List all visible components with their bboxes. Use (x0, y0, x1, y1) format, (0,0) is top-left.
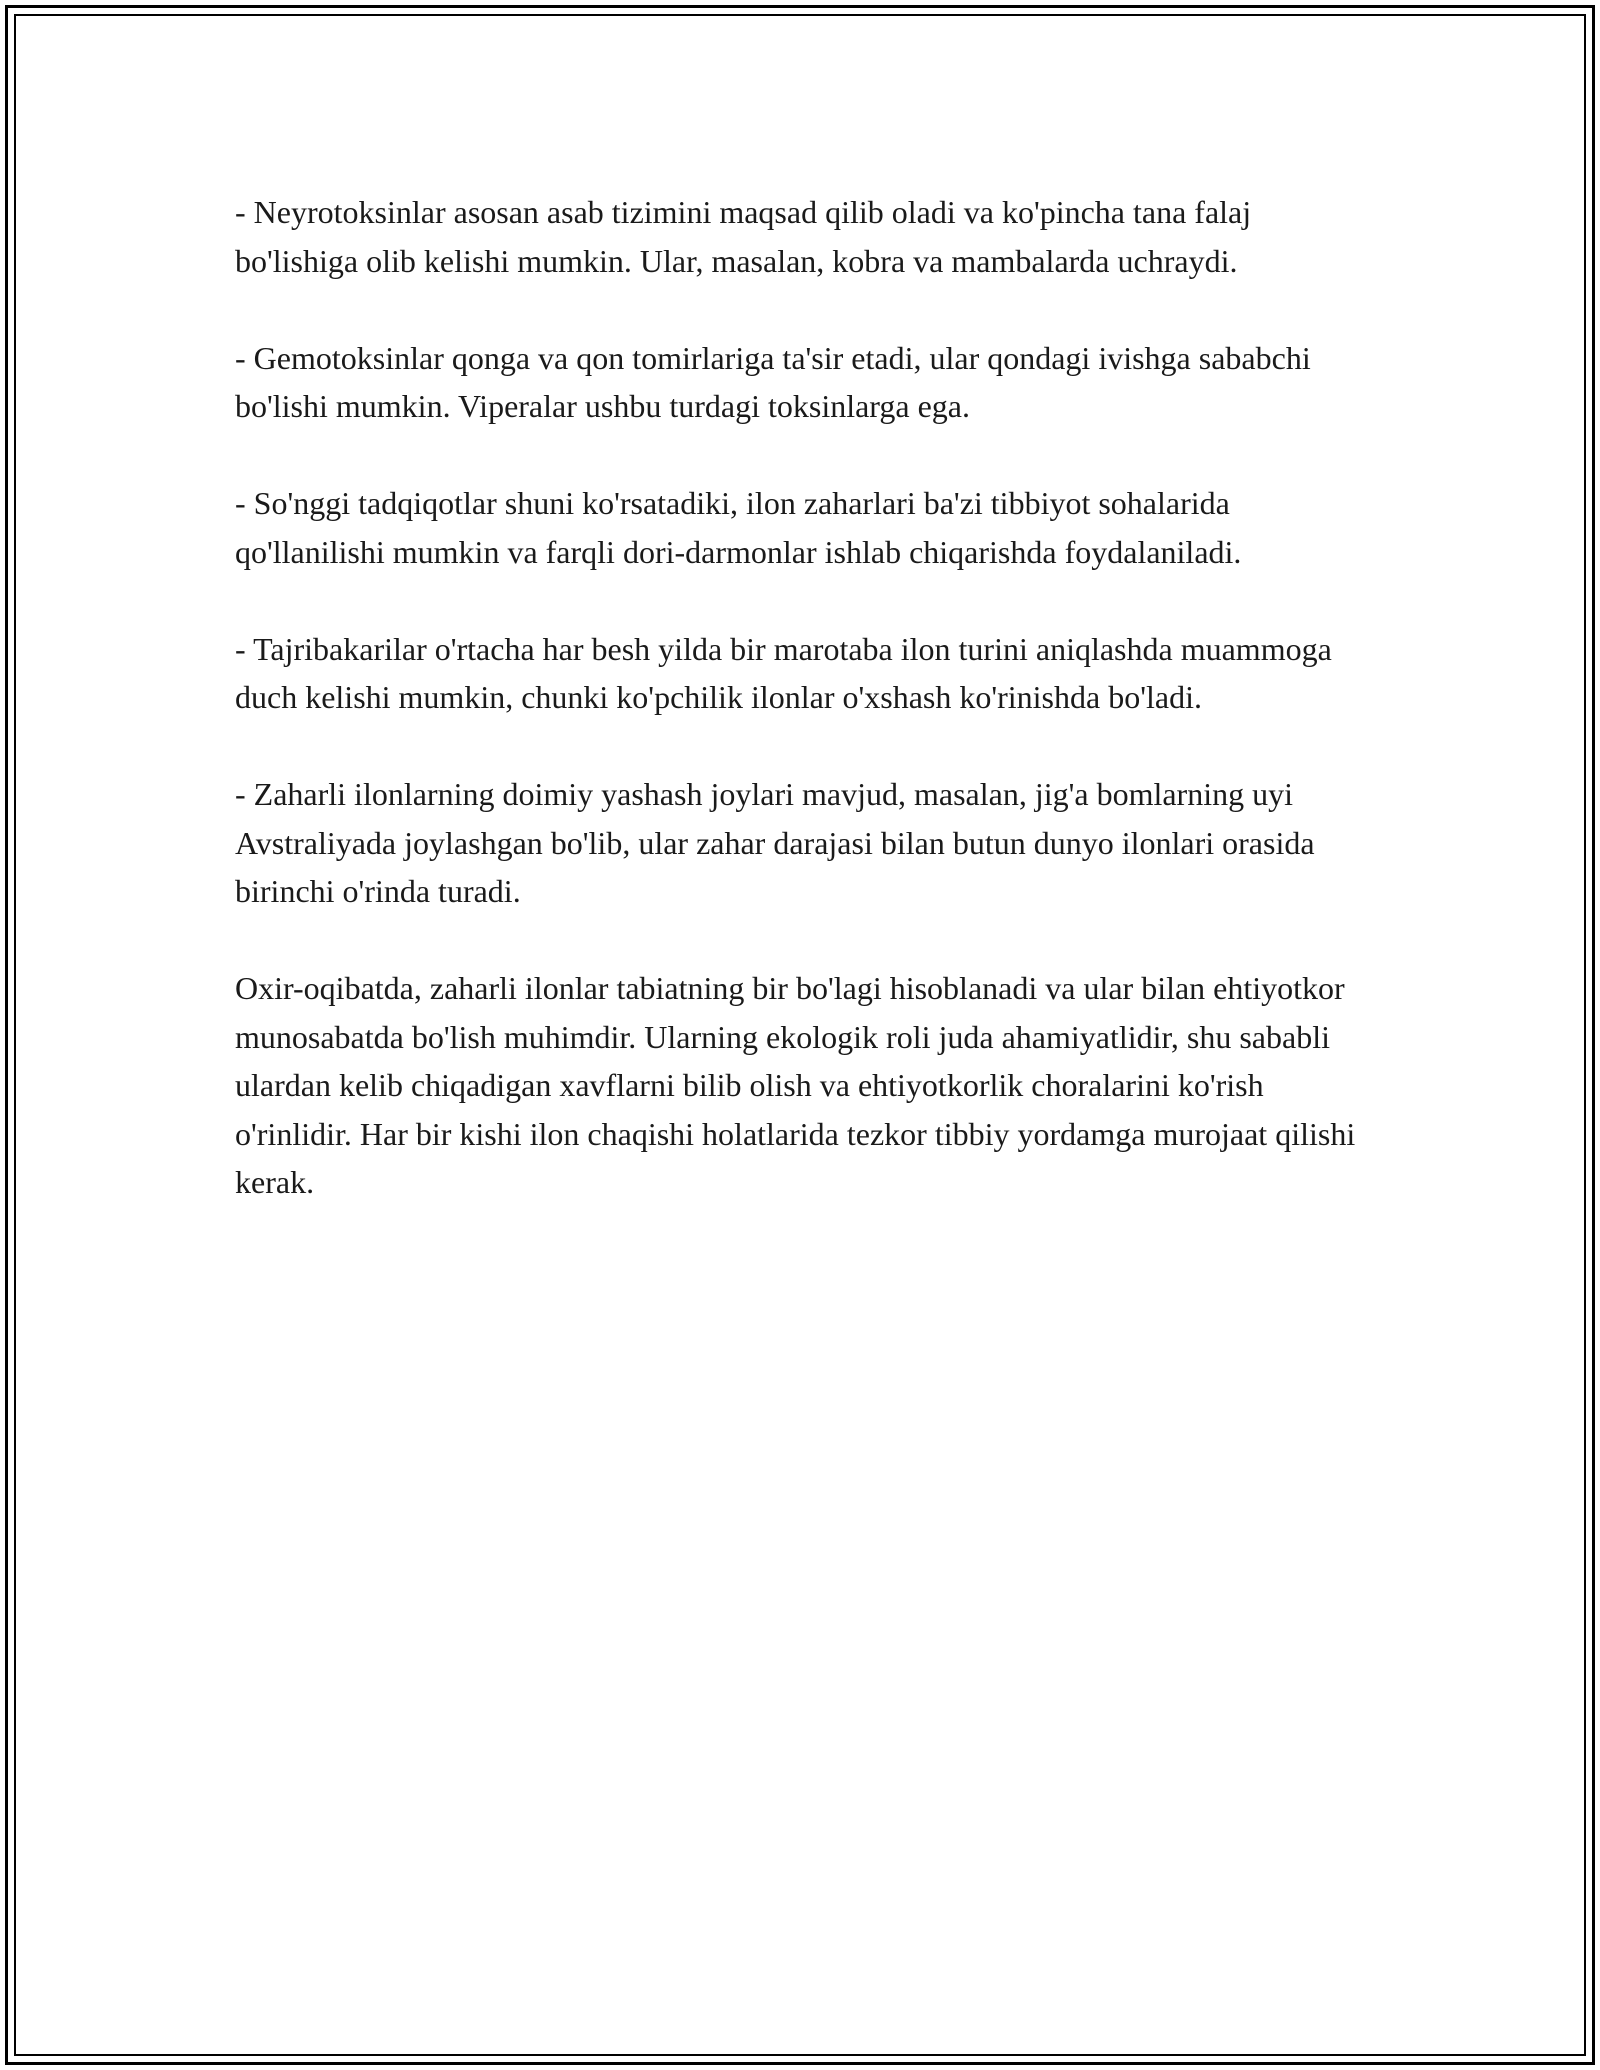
paragraph-medical-research: - So'nggi tadqiqotlar shuni ko'rsatadiki, ilon zaharlari ba'zi tibbiyot sohalarida qo'llanilishi mumkin va farqli dori-darmonlar ishlab chiqarishda foydalaniladi. (235, 485, 1242, 570)
paragraph-conclusion: Oxir-oqibatda, zaharli ilonlar tabiatning bir bo'lagi hisoblanadi va ular bilan ehtiyotkor munosabatda bo'lish muhimdir. Ularning ekologik roli juda ahamiyatlidir, shu sababli ulardan kelib chiqadigan xavflarni bilib olish va ehtiyotkorlik choralarini ko'rish o'rinlidir. Har bir kishi ilon chaqishi holatlarida tezkor tibbiy yordamga murojaat qilishi kerak. (235, 970, 1356, 1200)
paragraph-identification: - Tajribakarilar o'rtacha har besh yilda bir marotaba ilon turini aniqlashda muammoga duch kelishi mumkin, chunki ko'pchilik ilonlar o'xshash ko'rinishda bo'ladi. (235, 630, 1332, 715)
paragraph-habitats: - Zaharli ilonlarning doimiy yashash joylari mavjud, masalan, jig'a bomlarning uyi Avstraliyada joylashgan bo'lib, ular zahar darajasi bilan butun dunyo ilonlari orasida birinchi o'rinda turadi. (235, 776, 1315, 909)
document-body (235, 188, 1365, 1255)
paragraph-neurotoxins: - Neyrotoksinlar asosan asab tizimini maqsad qilib oladi va ko'pincha tana falaj bo'lishiga olib kelishi mumkin. Ular, masalan, kobra va mambalarda uchraydi. (235, 194, 1252, 279)
paragraph-hemotoxins: - Gemotoksinlar qonga va qon tomirlariga ta'sir etadi, ular qondagi ivishga sababchi bo'lishi mumkin. Viperalar ushbu turdagi toksinlarga ega. (235, 339, 1311, 424)
